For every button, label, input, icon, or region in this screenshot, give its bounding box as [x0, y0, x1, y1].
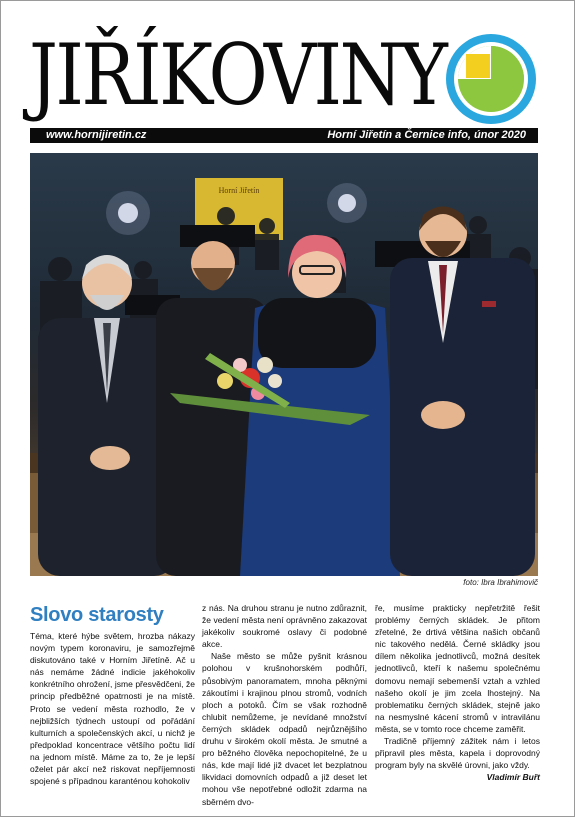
article-column-3 — [375, 602, 540, 783]
ball-photo — [30, 153, 538, 576]
photo-caption: foto: Ibra Ibrahimovič — [463, 578, 538, 587]
article-column-2 — [202, 602, 367, 808]
issue-label: Horní Jiřetín a Černice info, únor 2020 — [327, 129, 526, 141]
paragraph: Téma, které hýbe světem, hrozba nákazy novým typem koronaviru, je samozřejmě diskutováno také v Horním Jiřetíně. Ač u nás nemáme žádné indicie jakéhokoliv konkrétního ohrožení, jsme přesvědčeni, že princip předběžné opatrnosti je na místě. Proto se vedení města rozhodlo, že v nejbližších týdnech ustoupí od pořádání kulturních a společenských akcí, u nichž je předpoklad koncentrace většího počtu lidí na jednom místě. Máme za to, že je lepší oželet pár akcí než riskovat nepříjemnosti spojené s případnou karanténou kohokoliv — [30, 631, 195, 787]
article-column-1 — [30, 630, 195, 787]
author-signature: Vladimír Buřt — [486, 772, 540, 783]
article-title: Slovo starosty — [30, 604, 164, 626]
paragraph: Tradičně příjemný zážitek nám i letos připravil ples města, kapela i doprovodný program byly na skvělé úrovni, jako vždy. — [375, 736, 540, 771]
masthead-title: JIŘÍKOVINY — [29, 26, 446, 124]
website-link[interactable]: www.hornijiretin.cz — [46, 129, 147, 141]
photo-illustration — [30, 153, 538, 576]
paragraph: ře, musíme prakticky nepřetržitě řešit problémy černých skládek. Je přitom zřetelné, že drtivá většina našich občanů nic takového nedělá. Černé skládky jsou dílem několika jednotlivců, možná desítek jednotlivců, kteří k našemu společnému domovu nemají sebemenší vztah a vzhled našeho okolí je jim zcela lhostejný. Na problematiku černých skládek, stejně jako na nesmyslné kácení stromů v intravilánu města, se v tomto roce chceme zaměřit. — [375, 603, 540, 734]
person-4 — [390, 207, 535, 577]
paragraph: z nás. Na druhou stranu je nutno zdůraznit, že vedení města není oprávněno zakazovat jakékoliv soukromé oslavy či podobné akce. — [202, 603, 367, 650]
banner-text: Horní Jiřetín — [218, 186, 260, 195]
town-logo — [444, 32, 538, 126]
info-bar — [30, 128, 538, 143]
paragraph: Naše město se může pyšnit krásnou polohou v krušnohorském podhůří, působivým panoramatem, mnoha pěknými zákoutími i krajinou plnou stromů, vodních ploch a potoků. Čím se však rozhodně chlubit nemůžeme, je nevídané množství černých skládek odpadů nejrůznějšího druhu v širokém okolí města. Je smutné a pro běžného člověka nepochopitelné, že u nás, kde mají lidé již dvacet let bezplatnou likvidaci domovních odpadů a již deset let mohou vše nepotřebné odložit zdarma na sběrném dvo- — [202, 651, 367, 807]
